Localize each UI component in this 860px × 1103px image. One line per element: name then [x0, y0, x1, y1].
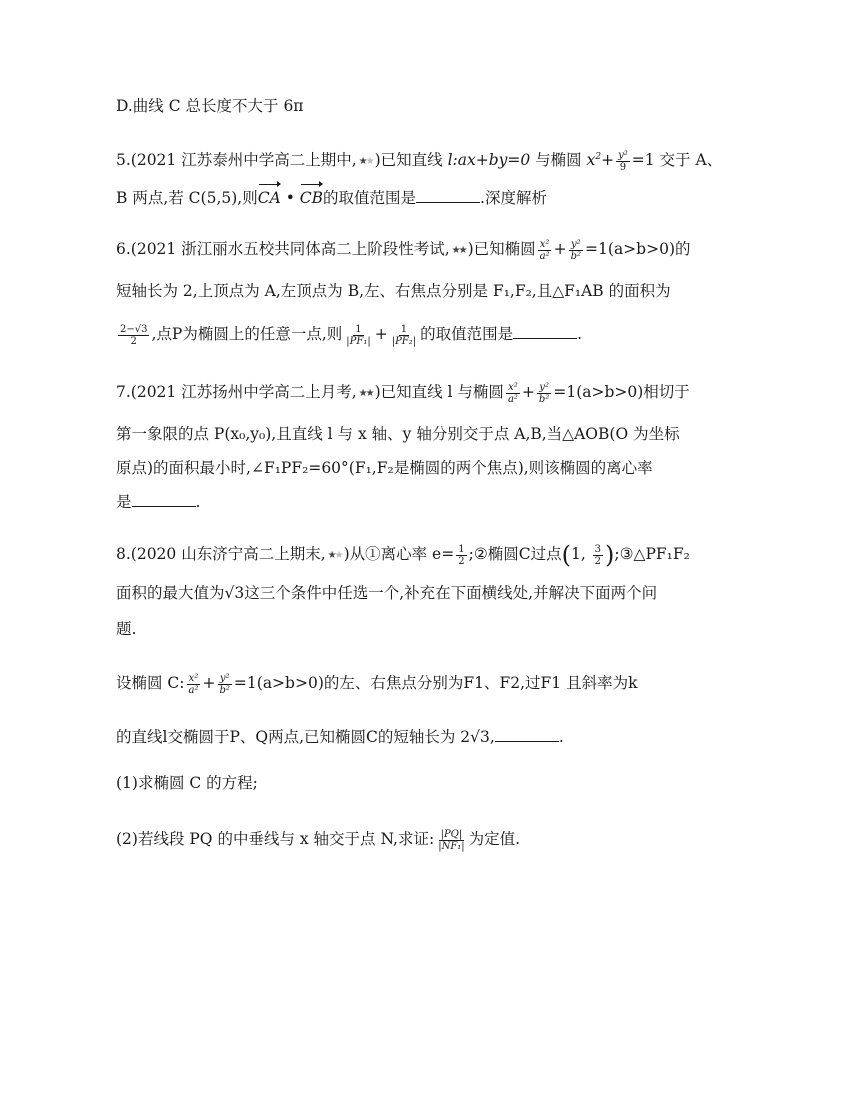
q6-text: )已知椭圆	[467, 240, 536, 258]
q6-line-1	[116, 238, 691, 262]
q7-text-3: 第一象限的点 P(x₀,y₀),且直线 l 与 x 轴、y 轴分别交于点 A,B,当△AOB(O 为坐标	[116, 425, 680, 443]
q7-line-4	[116, 491, 200, 513]
vector-cb: CB	[299, 189, 324, 207]
frac-num: y²	[618, 149, 628, 161]
frac-num: x²	[539, 238, 550, 250]
q6-text-3: 短轴长为 2,上顶点为 A,左顶点为 B,左、右焦点分别是 F₁,F₂,且△F₁AB 的面积为	[116, 282, 671, 300]
q8-sub1-text: (1)求椭圆 C 的方程;	[116, 774, 258, 792]
frac-den: 2	[458, 555, 465, 567]
q7-line-1	[116, 381, 690, 405]
frac-den: |PF₂|	[391, 335, 417, 347]
q5-line-eq: l:ax+by=0	[447, 151, 531, 169]
q8-sub2-text: (2)若线段 PQ 的中垂线与 x 轴交于点 N,求证:	[116, 830, 435, 848]
frac-num: 1	[400, 323, 408, 335]
pf2-frac	[390, 324, 418, 347]
q5-text-5: 的取值范围是	[323, 189, 417, 207]
q6-text-2: =1(a>b>0)的	[585, 240, 691, 258]
q5-line-1: 5.(2021 江苏泰州中学高二上期中, ★★ )已知直线 l:ax+by=0 与椭圆 $x^2+$ $\frac{\text{y²}}{9}$ =1 交于 A、	[116, 149, 723, 173]
q7-text-5: 是	[116, 493, 132, 511]
frac-den: b²	[570, 250, 582, 262]
frac-den: a²	[188, 684, 199, 696]
point-x: 1,	[570, 545, 591, 563]
frac-den: b²	[219, 684, 230, 696]
q5-line-2	[116, 187, 547, 209]
q5-ellipse-x: $x^2$	[586, 151, 602, 169]
right-paren: )	[605, 541, 615, 569]
frac-den: |PF₁|	[346, 335, 371, 347]
frac-num: 1	[355, 323, 362, 335]
frac-num: 1	[458, 543, 465, 555]
q8-line-1	[116, 543, 690, 567]
plus-sign: +	[374, 325, 388, 343]
q8-text-8: 的直线l交椭圆于P、Q两点,已知椭圆C的短轴长为 2√3,	[116, 728, 495, 746]
area-frac	[118, 324, 149, 347]
q6-source: 6.(2021 浙江丽水五校共同体高二上阶段性考试,	[116, 240, 450, 258]
ellipse-x-frac	[187, 673, 201, 696]
q8-text-4: 面积的最大值为√3这三个条件中任选一个,补充在下面横线处,并解决下面两个问	[116, 584, 658, 602]
option-d-text: D.曲线 C 总长度不大于 6π	[116, 97, 304, 115]
difficulty-star-icon: ★★	[358, 156, 373, 167]
left-paren: (	[561, 541, 571, 569]
q7-line-3	[116, 457, 653, 479]
q5-text-6: .深度解析	[480, 189, 547, 207]
q5-ellipse-frac	[616, 150, 630, 173]
q7-source: 7.(2021 江苏扬州中学高二上月考,	[116, 383, 357, 401]
q8-line-3	[116, 618, 136, 640]
frac-num: 2−√3	[120, 323, 148, 335]
q8-source: 8.(2020 山东济宁高二上期末,	[116, 545, 326, 563]
answer-blank	[416, 188, 480, 203]
frac-den: 9	[619, 161, 627, 173]
plus-sign: +	[553, 240, 567, 258]
q5-source: 5.(2021 江苏泰州中学高二上期中,	[116, 151, 357, 169]
answer-blank	[495, 727, 559, 742]
frac-den: b²	[538, 393, 550, 405]
ellipse-x-frac	[506, 382, 520, 405]
q6-line-3	[116, 323, 582, 347]
answer-blank	[132, 492, 196, 507]
frac-den: |NF₁|	[438, 840, 465, 852]
answer-blank	[513, 324, 577, 339]
q8-line-4	[116, 672, 637, 696]
frac-den: 2	[594, 555, 602, 567]
q7-text-2: =1(a>b>0)相切于	[553, 383, 690, 401]
dot-operator: •	[280, 189, 300, 207]
difficulty-star-icon: ★★	[358, 388, 373, 399]
q5-text-4: B 两点,若 C(5,5),则	[116, 189, 258, 207]
q8-line-2	[116, 582, 657, 604]
frac-num: y²	[571, 238, 581, 250]
vector-ca: CA	[257, 189, 281, 207]
q7-text: )已知直线 l 与椭圆	[374, 383, 504, 401]
ellipse-y-frac	[537, 382, 551, 405]
frac-num: y²	[539, 381, 549, 393]
q6-line-2	[116, 280, 671, 302]
difficulty-star-icon: ★★	[327, 550, 342, 561]
q5-text: )已知直线	[374, 151, 448, 169]
q8-text-7: =1(a>b>0)的左、右焦点分别为F1、F2,过F1 且斜率为k	[233, 674, 638, 692]
q8-text-2: ;②椭圆C过点	[468, 545, 562, 563]
q5-text-2: 与椭圆	[530, 151, 587, 169]
q8-text: )从①离心率 e=	[343, 545, 455, 563]
difficulty-star-icon: ★★	[451, 245, 466, 256]
frac-num: x²	[508, 381, 518, 393]
ellipse-x-frac	[538, 239, 552, 262]
point-y-frac	[593, 544, 603, 567]
pq-nf1-frac	[436, 829, 466, 852]
q8-text-6: 设椭圆 C:	[116, 674, 185, 692]
ellipse-y-frac	[569, 239, 583, 262]
q8-subquestion-1	[116, 772, 258, 794]
pf1-frac	[344, 324, 372, 347]
q8-text-5: 题.	[116, 620, 137, 638]
eccentricity-frac	[456, 544, 466, 567]
q7-text-6: .	[195, 493, 201, 511]
q8-text-9: .	[558, 728, 564, 746]
frac-num: |PQ|	[440, 828, 463, 840]
frac-num: 3	[594, 543, 602, 555]
q5-text-3: =1 交于 A、	[631, 151, 723, 169]
option-d	[116, 95, 304, 117]
q8-text-3: ;③△PF₁F₂	[614, 545, 690, 563]
q8-subquestion-2	[116, 828, 520, 852]
q8-line-5	[116, 726, 564, 748]
q6-text-4: ,点P为椭圆上的任意一点,则	[151, 325, 343, 343]
q7-text-4: 原点)的面积最小时,∠F₁PF₂=60°(F₁,F₂是椭圆的两个焦点),则该椭圆的离心率	[116, 459, 653, 477]
frac-num: y²	[219, 672, 230, 684]
plus-sign: +	[202, 674, 216, 692]
q8-sub2-text-2: 为定值.	[468, 830, 521, 848]
frac-den: 2	[130, 335, 137, 347]
frac-den: a²	[539, 250, 550, 262]
q6-text-6: .	[577, 325, 583, 343]
ellipse-y-frac	[218, 673, 232, 696]
q7-line-2	[116, 423, 680, 445]
q6-text-5: 的取值范围是	[420, 325, 514, 343]
frac-den: a²	[507, 393, 518, 405]
frac-num: x²	[188, 672, 199, 684]
plus-sign: +	[521, 383, 535, 401]
